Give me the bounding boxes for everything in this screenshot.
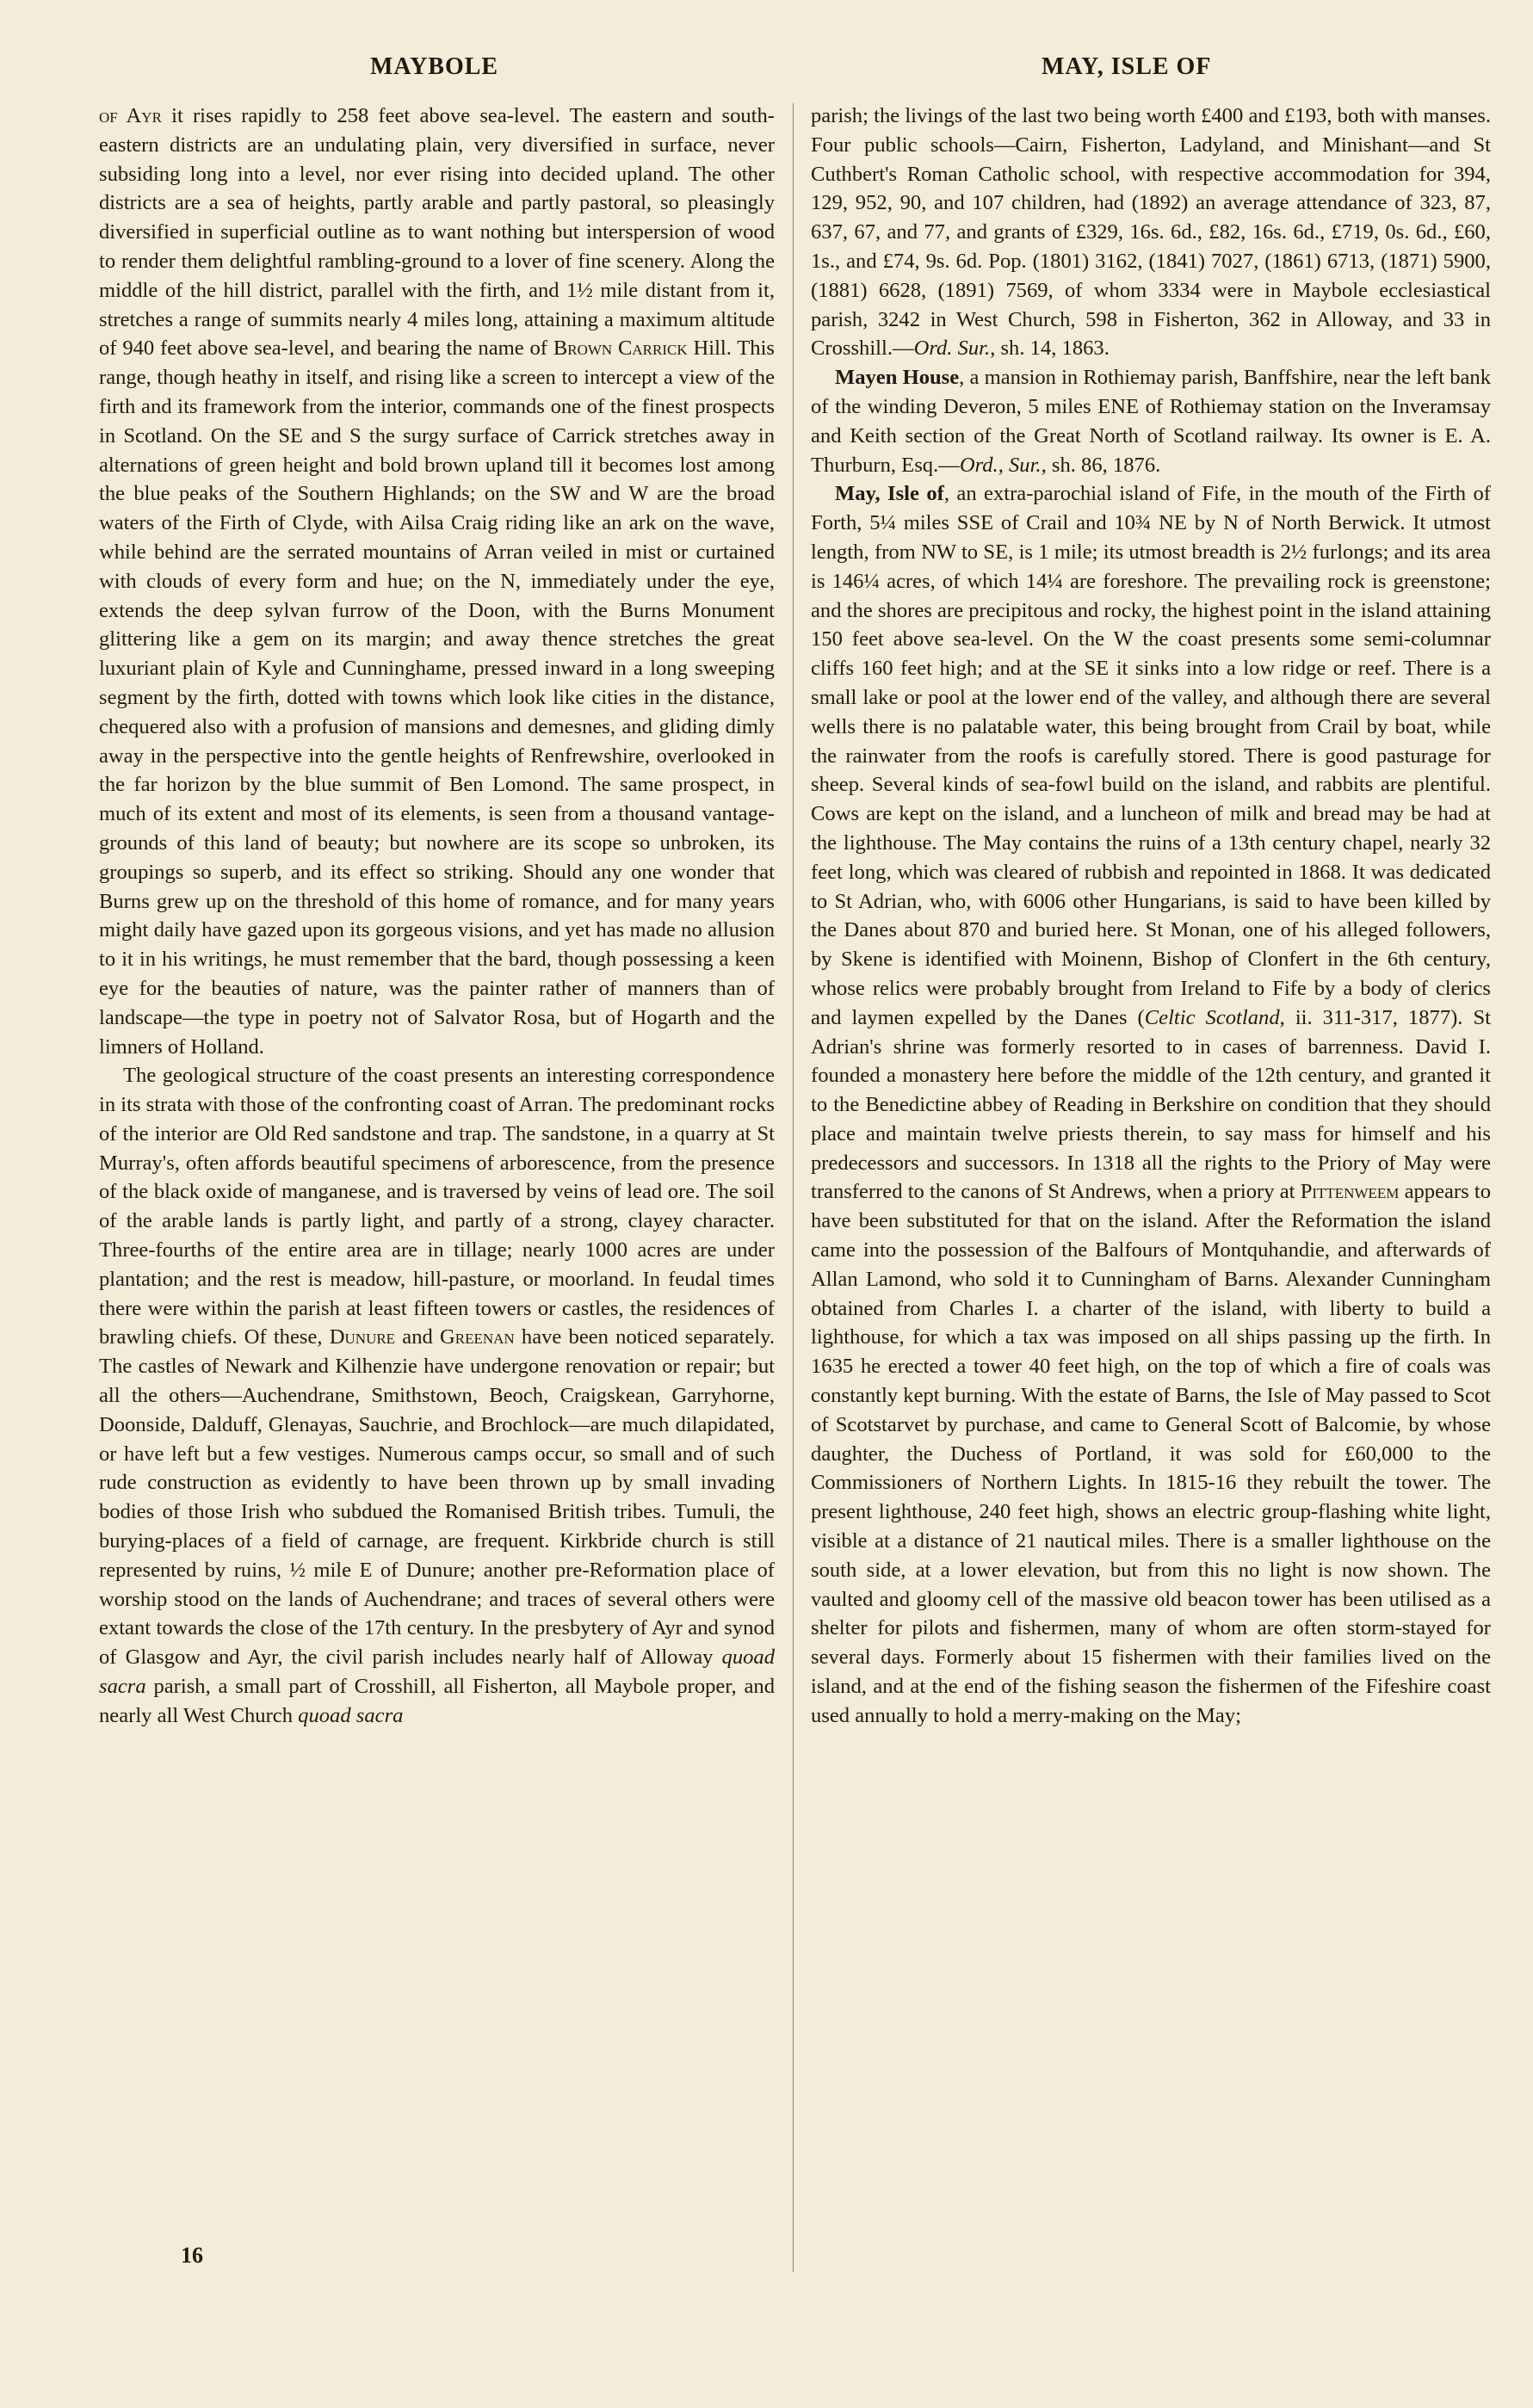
column-rule: [793, 103, 794, 2272]
italic-text: Celtic Scotland: [1144, 1005, 1280, 1029]
text-run: and: [395, 1325, 440, 1349]
text-run: it rises rapidly to 258 feet above sea-level. The eastern and south-eastern districts are an undulating plain, very diversified in surface, never subsiding long into a level, nor ever rising into decided upland. The other districts are a sea of heights, partly arable and partly pastoral, so pleasingly diversified in superficial outline as to want nothing but interspersion of wood to render them delightful rambling-ground to a lover of fine scenery. Along the middle of the hill district, parallel with the firth, and 1½ mile distant from it, stretches a range of summits nearly 4 miles long, attaining a maximum altitude of 940 feet above sea-level, and bearing the name of: [99, 104, 776, 361]
left-column: [99, 102, 775, 1731]
small-caps-text: Brown Carrick: [553, 337, 688, 361]
right-column: [811, 102, 1491, 1731]
small-caps-text: of Ayr: [99, 104, 162, 127]
italic-text: Ord. Sur.: [913, 337, 991, 361]
text-run: parish; the livings of the last two being worth £400 and £193, both with manses. Four public schools—Cairn, Fisherton, Ladyland, and Minishant—and St Cuthbert's Roman Catholic school, with respective accommodation for 394, 129, 952, 90, and 107 children, had (1892) an average attendance of 323, 87, 637, 67, and 77, and grants of £329, 16s. 6d., £82, 16s. 6d., £719, 0s. 6d., £60, 1s., and £74, 9s. 6d. Pop. (1801) 3162, (1841) 7027, (1861) 6713, (1871) 5900, (1881) 6628, (1891) 7569, of whom 3334 were in Maybole ecclesiastical parish, 3242 in West Church, 598 in Fisherton, 362 in Alloway, and 33 in Crosshill.—: [811, 104, 1491, 361]
paragraph: [99, 1061, 775, 1730]
italic-text: quoad sacra: [99, 1645, 775, 1699]
entry-headword: Mayen House: [835, 366, 960, 390]
small-caps-text: Dunure: [329, 1325, 396, 1349]
text-run: The geological structure of the coast presents an interesting correspondence in its strata with those of the confronting coast of Arran. The predominant rocks of the interior are Old Red sandstone and trap. The sandstone, in a quarry at St Murray's, often affords beautiful specimens of arborescence, from the presence of the black oxide of manganese, and is traversed by veins of lead ore. The soil of the arable lands is partly light, and partly of a strong, clayey character. Three-fourths of the entire area are in tillage; nearly 1000 acres are under plantation; and the rest is meadow, hill-pasture, or moorland. In feudal times there were within the parish at least fifteen towers or castles, the residences of brawling chiefs. Of these,: [99, 1064, 775, 1349]
text-run: , sh. 86, 1876.: [1041, 453, 1161, 477]
text-run: , a mansion in Rothiemay parish, Banffshire, near the left bank of the winding Deveron, 5 miles ENE of Rothiemay station on the Inveramsay and Keith section of the Great North of Scotland railway. Its owner is E. A. Thurburn, Esq.—: [811, 366, 1491, 477]
italic-text: quoad sacra: [298, 1703, 404, 1727]
text-run: , sh. 14, 1863.: [990, 337, 1110, 361]
text-run: , an extra-parochial island of Fife, in the mouth of the Firth of Forth, 5¼ miles SSE of Crail and 10¾ NE by N of North Berwick. It utmost length, from NW to SE, is 1 mile; its utmost breadth is 2½ furlongs; and its area is 146¼ acres, of which 14¼ are foreshore. The prevailing rock is greenstone; and the shores are precipitous and rocky, the highest point in the island attaining 150 feet above sea-level. On the W the coast presents some semi-columnar cliffs 160 feet high; and at the SE it sinks into a low ridge or reef. There is a small lake or pool at the lower end of the valley, and although there are several wells there is no palatable water, this being brought from Crail by boat, while the rainwater from the roofs is carefully stored. There is good pasturage for sheep. Several kinds of sea-fowl build on the island, and rabbits are plentiful. Cows are kept on the island, and a luncheon of milk and bread may be had at the lighthouse. The May contains the ruins of a 13th century chapel, nearly 32 feet long, which was cleared of rubbish and repointed in 1868. It was dedicated to St Adrian, who, with 6006 other Hungarians, is said to have been killed by the Danes about 870 and buried here. St Monan, one of his alleged followers, by Skene is identified with Moinenn, Bishop of Clonfert in the 6th century, whose relics were probably brought from Ireland to Fife by a body of clerics and laymen expelled by the Danes (: [811, 482, 1491, 1029]
text-run: , ii. 311-317, 1877). St Adrian's shrine was formerly resorted to in cases of barrenness. David I. founded a monastery here before the middle of the 12th century, and granted it to the Benedictine abbey of Reading in Berkshire on condition that they should place and maintain twelve priests therein, to say mass for himself and his predecessors and successors. In 1318 all the rights to the Priory of May were transferred to the canons of St Andrews, when a priory at: [811, 1005, 1492, 1204]
text-run: appears to have been substituted for that on the island. After the Reformation the island came into the possession of the Balfours of Montquhandie, and afterwards of Allan Lamond, who sold it to Cunningham of Barns. Alexander Cunningham obtained from Charles I. a charter of the island, with liberty to build a lighthouse, for which a tax was imposed on all ships passing up the firth. In 1635 he erected a tower 40 feet high, on the top of which a fire of coals was constantly kept burning. With the estate of Barns, the Isle of May passed to Scot of Scotstarvet by purchase, and came to General Scott of Balcomie, by whose daughter, the Duchess of Portland, it was sold for £60,000 to the Commissioners of Northern Lights. In 1815-16 they rebuilt the tower. The present lighthouse, 240 feet high, shows an electric group-flashing white light, visible at a distance of 21 nautical miles. There is a smaller lighthouse on the south side, at a lower elevation, but from this no light is now shown. The vaulted and gloomy cell of the massive old beacon tower has been utilised as a shelter for pilots and fishermen, many of whom are often storm-stayed for several days. Formerly about 15 fishermen with their families lived on the island, and at the end of the fishing season the fishermen of the Fifeshire coast used annually to hold a merry-making on the May;: [811, 1180, 1492, 1727]
paragraph: [811, 102, 1491, 363]
running-head-right: MAY, ISLE OF: [1042, 53, 1212, 80]
paragraph: [99, 102, 775, 1061]
text-run: have been noticed separately. The castles of Newark and Kilhenzie have undergone renovation or repair; but all the others—Auchendrane, Smithstown, Beoch, Craigskean, Garryhorne, Doonside, Dalduff, Glenayas, Sauchrie, and Brochlock—are much dilapidated, or have left but a few vestiges. Numerous camps occur, so small and of such rude construction as evidently to have been thrown up by small invading bodies of those Irish who subdued the Romanised British tribes. Tumuli, the burying-places of a field of carnage, are frequent. Kirkbride church is still represented by ruins, ½ mile E of Dunure; another pre-Reformation place of worship stood on the lands of Auchendrane; and traces of several others were extant towards the close of the 17th century. In the presbytery of Ayr and synod of Glasgow and Ayr, the civil parish includes nearly half of Alloway: [99, 1325, 775, 1670]
entry-may-isle-of: [811, 479, 1491, 1730]
small-caps-text: Pittenweem: [1300, 1180, 1400, 1204]
page-number: 16: [181, 2243, 203, 2268]
text-run: Hill. This range, though heathy in itself, and rising like a screen to intercept a view of the firth and its framework from the interior, commands one of the finest prospects in Scotland. On the SE and S the surgy surface of Carrick stretches away in alternations of green height and bold brown upland till it becomes lost among the blue peaks of the Southern Highlands; on the SW and W are the broad waters of the Firth of Clyde, with Ailsa Craig riding like an ark on the wave, while behind are the serrated mountains of Arran veiled in mist or curtained with clouds of every form and hue; on the N, immediately under the eye, extends the deep sylvan furrow of the Doon, with the Burns Monument glittering like a gem on its margin; and away thence stretches the great luxuriant plain of Kyle and Cunninghame, pressed inward in a long sweeping segment by the firth, dotted with towns which look like cities in the distance, chequered also with a profusion of mansions and demesnes, and gliding dimly away in the perspective into the gentle heights of Renfrewshire, overlooked in the far horizon by the blue summit of Ben Lomond. The same prospect, in much of its extent and most of its elements, is seen from a thousand vantage-grounds of this land of beauty; but nowhere are its scope so unbroken, its groupings so superb, and its effect so striking. Should any one wonder that Burns grew up on the threshold of this home of romance, and for many years might daily have gazed upon its gorgeous visions, and yet has made no allusion to it in his writings, he must remember that the bard, though possessing a keen eye for the beauties of nature, was the painter rather of manners than of landscape—the type in poetry not of Salvator Rosa, but of Hogarth and the limners of Holland.: [99, 337, 775, 1059]
small-caps-text: Greenan: [440, 1325, 515, 1349]
entry-headword: May, Isle of: [835, 482, 944, 506]
italic-text: Ord., Sur.: [959, 453, 1042, 477]
running-head-left: MAYBOLE: [370, 53, 499, 80]
entry-mayen-house: [811, 363, 1491, 479]
text-run: parish, a small part of Crosshill, all Fisherton, all Maybole proper, and nearly all West Church: [99, 1675, 775, 1727]
